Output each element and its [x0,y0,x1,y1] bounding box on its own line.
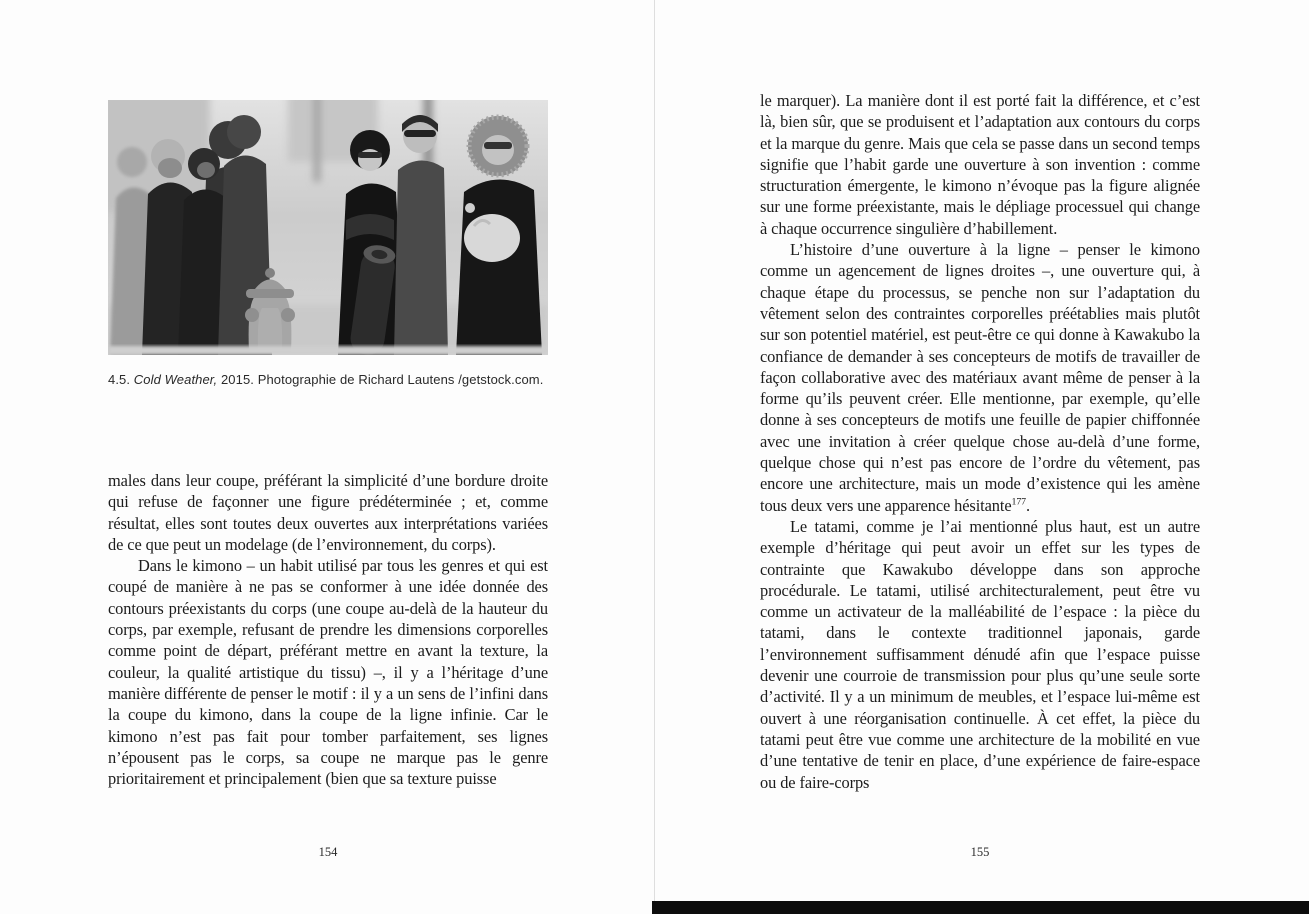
paragraph-text-end: . [1025,495,1030,515]
page-number: 154 [318,845,338,859]
paragraph: Le tatami, comme je l’ai mentionné plus haut, est un autre exemple d’héritage qui peut avoir un effet sur les types de contrainte que Kawakubo développe dans son approche procédurale. Le tatami, utilisé architecturalement, peut être vu comme un activateur de la malléabilité de l’espace : la pièce du tatami, dans le contexte traditionnel japonais, garde l’environnement suffisamment dénudé afin que l’espace puisse devenir une courroie de transmission pour plus qu’une seule sorte d’activité. Il y a un minimum de meubles, et l’espace lui-même est ouvert à une réorganisation continuelle. À cet effet, la pièce du tatami peut être vue comme une architecture de la mobilité en vue d’une tentative de tenir en place, d’une expérience de faire-espace ou de faire-corps [760,516,1200,792]
book-page-left [0,0,654,914]
caption-number: 4.5. [108,372,134,387]
paragraph: males dans leur coupe, préférant la simplicité d’une bordure droite qui refuse de façonner une figure prédéterminée ; et, comme résultat, elles sont toutes deux ouvertes aux interprétations variées de ce que peut un modelage (de l’environnement, du corps). [108,471,548,554]
left-page-text-column [108,470,548,789]
figure-caption [108,372,548,387]
footnote-reference: 177 [1011,496,1026,508]
book-page-right [655,0,1309,914]
paragraph-text: L’histoire d’une ouverture à la ligne – penser le kimono comme un agencement de lignes droites –, une ouverture qui, à chaque étape du processus, se penche non sur l’adaptation du vêtement selon des contraintes corporelles préétablies mais plutôt sur son potentiel matériel, est peut-être ce qui donne à Kawakubo la confiance de demander à ses concepteurs de motifs de travailler de façon collaborative avec des matériaux avant même de penser à la forme qu’ils peuvent créer. Elle mentionne, par exemple, qu’elle donne à ses concepteurs de motifs une feuille de papier chiffonnée avec une invitation à créer quelque chose au-delà d’une forme, quelque chose qui n’est pas encore de l’ordre du vêtement, pas encore une architecture, mais un mode d’existence qui les amène tous deux vers une apparence hésitante [760,240,1200,515]
caption-credit: 2015. Photographie de Richard Lautens /getstock.com. [217,372,544,387]
bottom-black-bar [652,901,1309,914]
paragraph: le marquer). La manière dont il est porté fait la différence, et c’est là, bien sûr, que se produisent et l’adaptation aux contours du corps et la marque du genre. Mais que cela se passe dans un second temps signifie que l’habit garde une ouverture à son invention : comme structuration émergente, le kimono n’évoque pas la figure alignée sur une forme préexistante, mais le dépliage processuel qui change à chaque occurrence singulière d’habillement. [760,91,1200,238]
paragraph: Dans le kimono – un habit utilisé par tous les genres et qui est coupé de manière à ne pas se conformer à une idée donnée des contours préexistants du corps (une coupe au-delà de la hauteur du corps, par exemple, refusant de prendre les dimensions corporelles comme point de départ, préférant mettre en avant la texture, la couleur, la qualité artistique du tissu) –, il y a l’héritage d’une manière différente de penser le motif : il y a un sens de l’infini dans la coupe du kimono, dans la coupe de la ligne infinie. Car le kimono n’est pas fait pour tomber parfaitement, ses lignes n’épousent pas le corps, sa coupe ne marque pas le genre prioritairement et principalement (bien que sa texture puisse [108,556,548,789]
page-number: 155 [970,845,990,859]
figure-block [108,100,548,387]
paragraph [760,239,1200,516]
right-page-text-column [760,90,1200,793]
cold-weather-photo [108,100,548,355]
caption-title: Cold Weather, [133,372,218,387]
